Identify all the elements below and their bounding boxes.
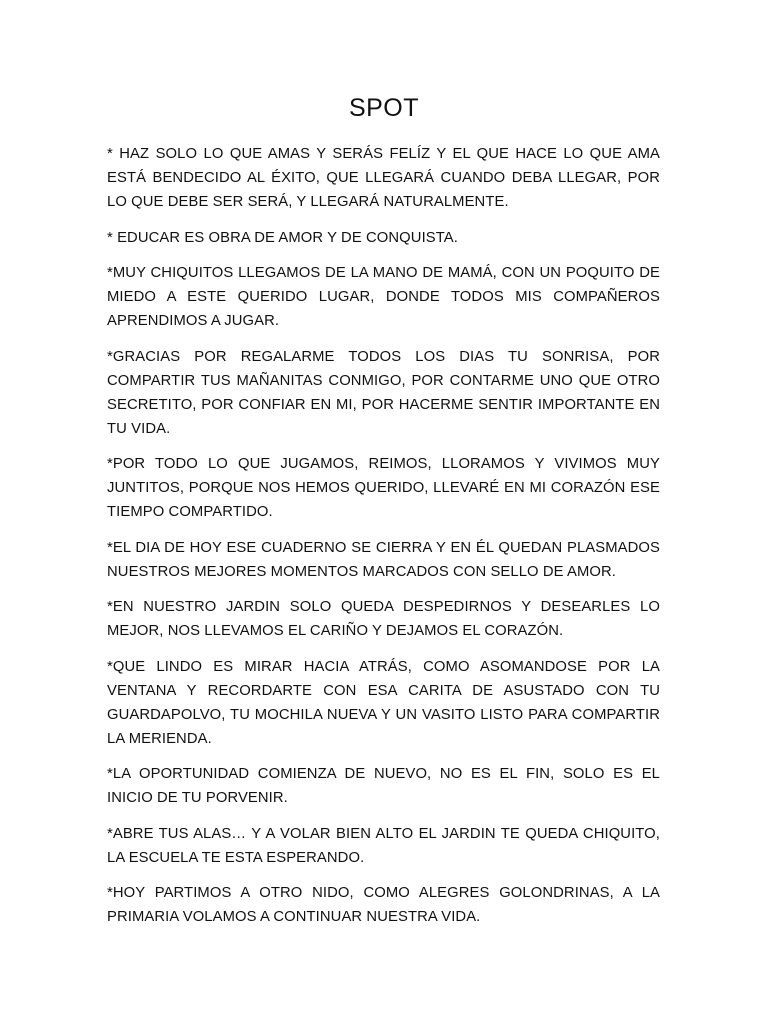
paragraph-3: *MUY CHIQUITOS LLEGAMOS DE LA MANO DE MAMÁ, CON UN POQUITO DE MIEDO A ESTE QUERIDO LUGAR, DONDE TODOS MIS COMPAÑEROS APRENDIMOS A JUGAR. [107,265,660,329]
paragraph-4: *GRACIAS POR REGALARME TODOS LOS DIAS TU SONRISA, POR COMPARTIR TUS MAÑANITAS CONMIGO, POR CONTARME UNO QUE OTRO SECRETITO, POR CONFIAR EN MI, POR HACERME SENTIR IMPORTANTE EN TU VIDA. [107,348,660,437]
paragraph-8: *QUE LINDO ES MIRAR HACIA ATRÁS, COMO ASOMANDOSE POR LA VENTANA Y RECORDARTE CON ESA CARITA DE ASUSTADO CON TU GUARDAPOLVO, TU MOCHILA NUEVA Y UN VASITO LISTO PARA COMPARTIR LA MERIENDA. [107,658,660,747]
paragraph-1: * HAZ SOLO LO QUE AMAS Y SERÁS FELÍZ Y EL QUE HACE LO QUE AMA ESTÁ BENDECIDO AL ÉXITO, QUE LLEGARÁ CUANDO DEBA LLEGAR, POR LO QUE DEBE SER SERÁ, Y LLEGARÁ NATURALMENTE. [107,146,660,210]
page-title: SPOT [348,94,420,122]
paragraph-2: * EDUCAR ES OBRA DE AMOR Y DE CONQUISTA. [107,229,458,246]
paragraph-6: *EL DIA DE HOY ESE CUADERNO SE CIERRA Y EN ÉL QUEDAN PLASMADOS NUESTROS MEJORES MOMENTOS MARCADOS CON SELLO DE AMOR. [107,539,660,580]
paragraph-7: *EN NUESTRO JARDIN SOLO QUEDA DESPEDIRNOS Y DESEARLES LO MEJOR, NOS LLEVAMOS EL CARIÑO Y DEJAMOS EL CORAZÓN. [107,599,660,639]
paragraph-10: *ABRE TUS ALAS… Y A VOLAR BIEN ALTO EL JARDIN TE QUEDA CHIQUITO, LA ESCUELA TE ESTA ESPERANDO. [107,825,660,866]
paragraph-9: *LA OPORTUNIDAD COMIENZA DE NUEVO, NO ES EL FIN, SOLO ES EL INICIO DE TU PORVENIR. [107,766,660,806]
document-body [107,142,660,941]
paragraph-5: *POR TODO LO QUE JUGAMOS, REIMOS, LLORAMOS Y VIVIMOS MUY JUNTITOS, PORQUE NOS HEMOS QUERIDO, LLEVARÉ EN MI CORAZÓN ESE TIEMPO COMPARTIDO. [107,456,660,520]
paragraph-11: *HOY PARTIMOS A OTRO NIDO, COMO ALEGRES GOLONDRINAS, A LA PRIMARIA VOLAMOS A CONTINUAR NUESTRA VIDA. [107,885,660,925]
